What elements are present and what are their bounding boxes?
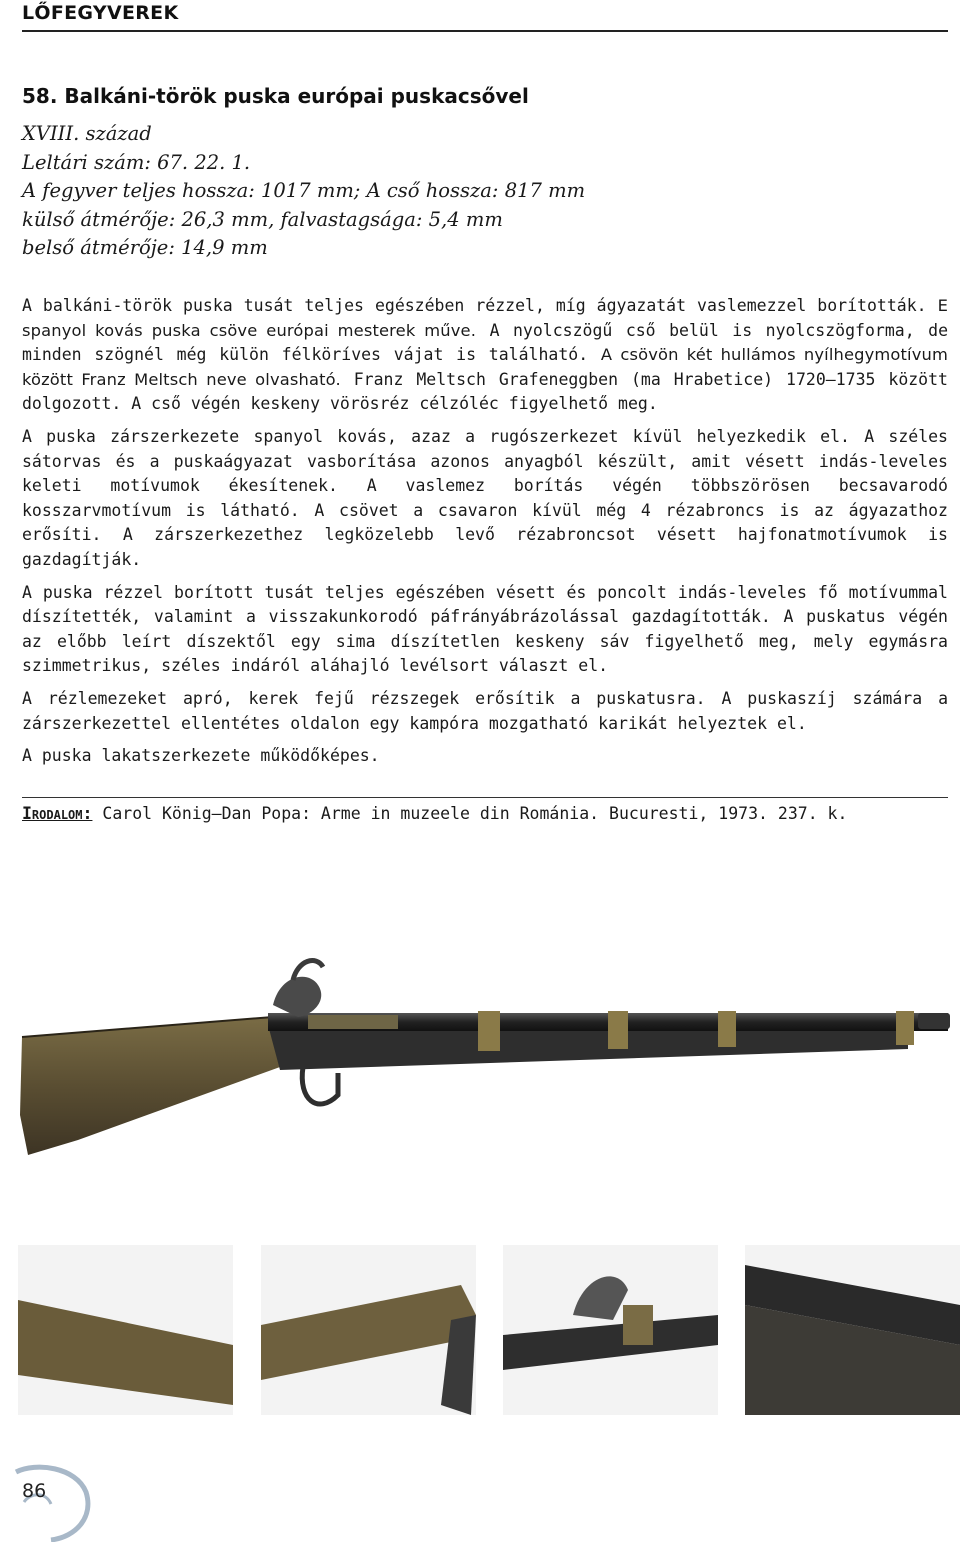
page-ornament-icon bbox=[6, 1462, 96, 1542]
meta-inventory-number: Leltári szám: 67. 22. 1. bbox=[22, 150, 251, 174]
detail-photo-wrist bbox=[261, 1245, 476, 1415]
rifle-photo bbox=[18, 955, 952, 1170]
meta-outer-diameter: külső átmérője: 26,3 mm, falvastagsága: 5,4 mm bbox=[22, 207, 503, 231]
item-title: 58. Balkáni-török puska európai puskacsővel bbox=[22, 84, 529, 108]
paragraph-5: A puska lakatszerkezete működőképes. bbox=[22, 746, 380, 766]
detail-photo-barrel bbox=[745, 1245, 960, 1415]
detail-photo-stock bbox=[18, 1245, 233, 1415]
paragraph-2: A puska zárszerkezete spanyol kovás, azaz a rugószerkezet kívül helyezkedik el. A széles sátorvas és a puskaágyazat vasborítása azonos anyagból készült, amit vésett indás-leveles keleti motívumok ékesítenek. A vaslemez borítás végén többszörösen becsavarodó kosszarvmotívum is látható. A csövet a csavaron kívül még 4 rézabroncs is az ágyazathoz erősíti. A zárszerkezethez legközelebb levő rézabroncsot vésett hajfonatmotívumok is gazdagítják. bbox=[22, 426, 948, 569]
bibliography bbox=[22, 797, 948, 823]
bibliography-text: Carol König–Dan Popa: Arme in muzeele din Románia. Bucuresti, 1973. 237. k. bbox=[102, 804, 848, 823]
section-header bbox=[22, 2, 948, 32]
meta-century: XVIII. század bbox=[22, 122, 152, 145]
bibliography-label: Irodalom: bbox=[22, 804, 93, 823]
paragraph-1-part-e: Franz Meltsch Grafeneggben (ma Hrabetice) 1720–1735 között dolgozott. A cső végén keskeny vörösréz célzóléc figyelhető meg. bbox=[22, 369, 948, 414]
paragraph-1-part-a: A balkáni-török puska tusát teljes egészében rézzel, míg ágyazatát vaslemezzel borították. bbox=[22, 296, 927, 315]
paragraph-3: A puska rézzel borított tusát teljes egészében vésett és poncolt indás-leveles fő motívummal díszítették, valamint a visszakunkorodó páfrányábrázolással gazdagították. A puskatus végén az előbb leírt díszektől egy sima díszítetlen keskeny sáv figyelhető meg, mely egymásra szimmetrikus, széles indáról aláhajló levélsort választ el. bbox=[22, 582, 948, 676]
meta-inner-diameter: belső átmérője: 14,9 mm bbox=[22, 236, 268, 260]
paragraph-1-part-d: A csövön két hullámos nyílhegymotívum között Franz Meltsch neve olvasható. bbox=[22, 345, 948, 389]
meta-length: A fegyver teljes hossza: 1017 mm; A cső hossza: 817 mm bbox=[22, 179, 586, 203]
paragraph-1 bbox=[22, 294, 948, 417]
paragraph-1-part-b: E spanyol kovás puska csöve európai mesterek műve. bbox=[22, 296, 949, 340]
detail-photo-lock bbox=[503, 1245, 718, 1415]
page-number: 86 bbox=[22, 1480, 47, 1502]
description-body bbox=[22, 294, 948, 777]
paragraph-1-part-c: A nyolcszögű cső belül is nyolcszögforma, de minden szögnél még külön félköríves vájat is található. bbox=[22, 320, 948, 365]
item-metadata bbox=[22, 120, 942, 263]
section-title: LŐFEGYVEREK bbox=[22, 2, 179, 24]
paragraph-4: A rézlemezeket apró, kerek fejű rézszegek erősítik a puskatusra. A puskaszíj számára a zárszerkezettel ellentétes oldalon egy kampóra mozgatható karikát helyeztek el. bbox=[22, 688, 948, 733]
